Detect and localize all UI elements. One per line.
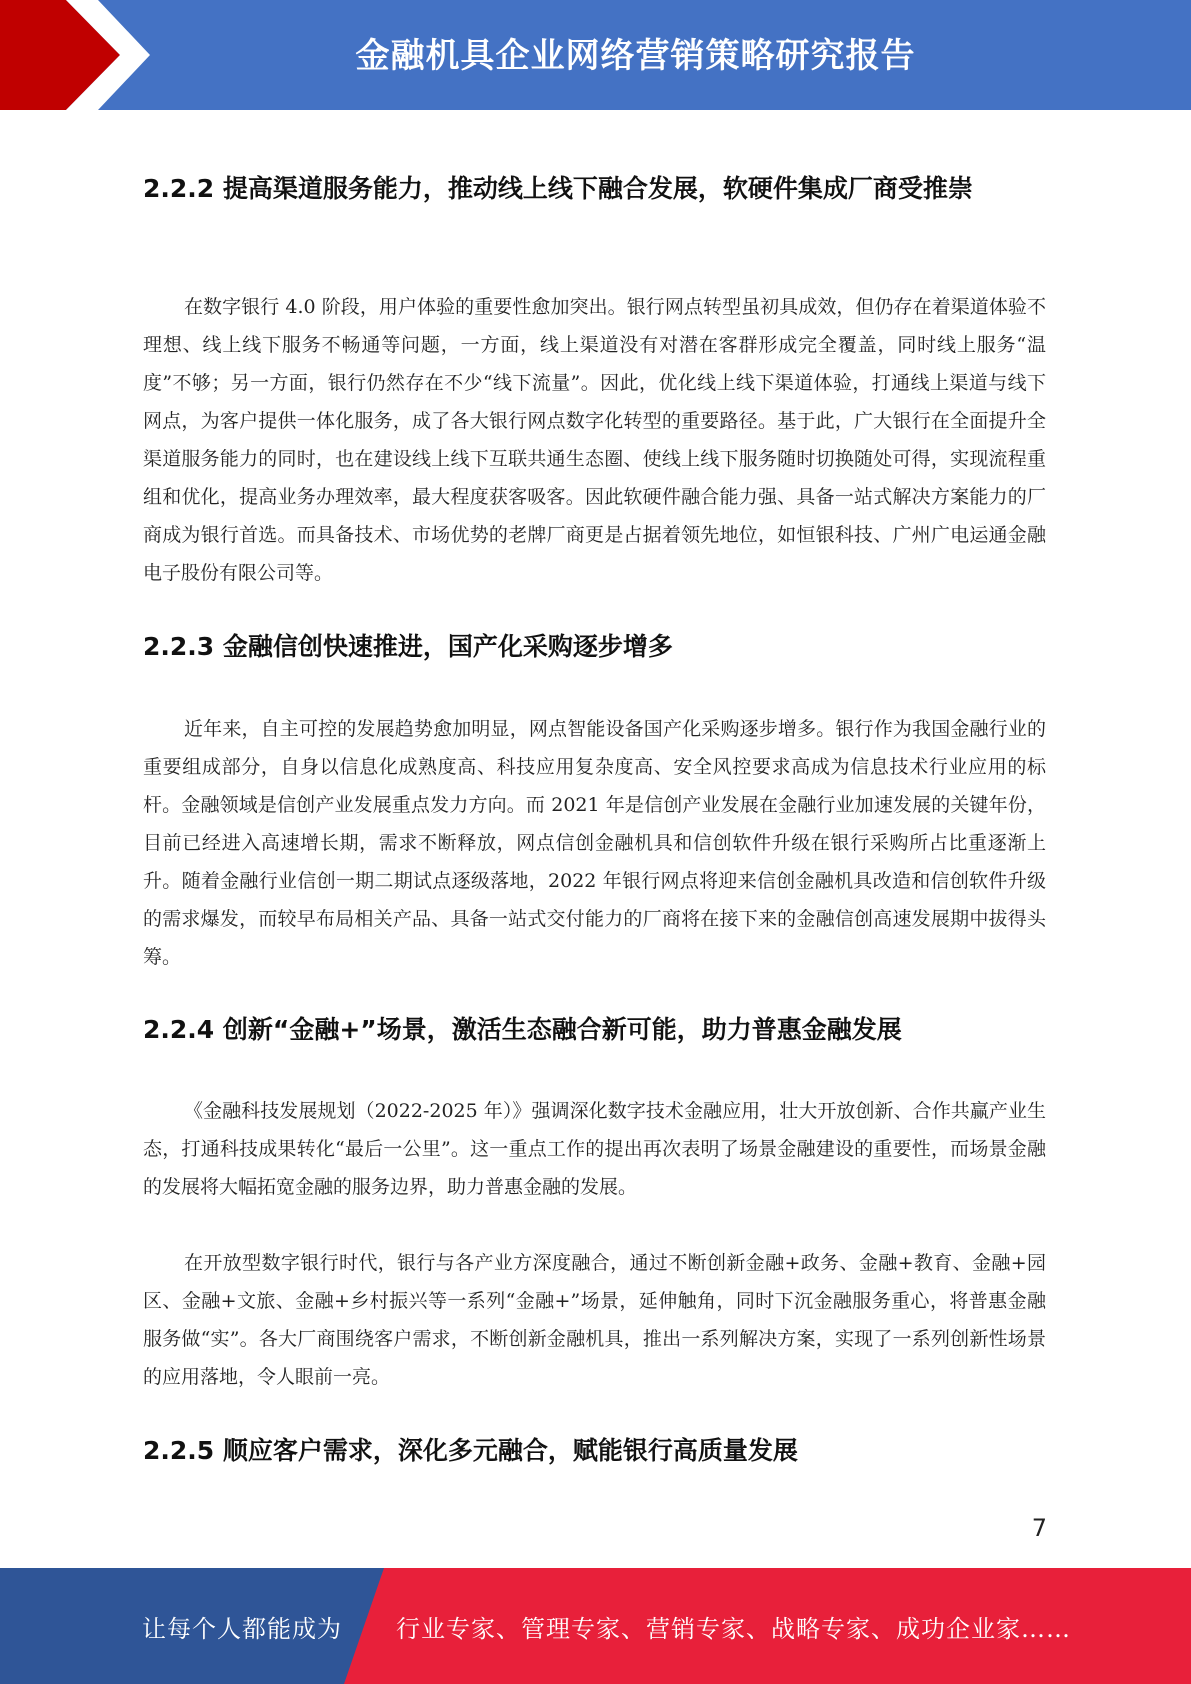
section-heading-2-2-3: 2.2.3 金融信创快速推进，国产化采购逐步增多 xyxy=(143,632,673,661)
section-heading-2-2-2: 2.2.2 提高渠道服务能力，推动线上线下融合发展，软硬件集成厂商受推崇 xyxy=(143,174,973,203)
footer-slogan-left: 让每个人都能成为 xyxy=(142,1614,342,1643)
page-header xyxy=(0,0,1191,110)
section-2-2-3-paragraph-1: 近年来，自主可控的发展趋势愈加明显，网点智能设备国产化采购逐步增多。银行作为我国金融行业的重要组成部分，自身以信息化成熟度高、科技应用复杂度高、安全风控要求高成为信息技术行业应用的标杆。金融领域是信创产业发展重点发力方向。而 2021 年是信创产业发展在金融行业加速发展的关键年份，目前已经进入高速增长期，需求不断释放，网点信创金融机具和信创软件升级在银行采购所占比重逐渐上升。随着金融行业信创一期二期试点逐级落地，2022 年银行网点将迎来信创金融机具改造和信创软件升级的需求爆发，而较早布局相关产品、具备一站式交付能力的厂商将在接下来的金融信创高速发展期中拔得头筹。 xyxy=(143,718,1046,968)
section-2-2-2-paragraph-1: 在数字银行 4.0 阶段，用户体验的重要性愈加突出。银行网点转型虽初具成效，但仍存在着渠道体验不理想、线上线下服务不畅通等问题，一方面，线上渠道没有对潜在客群形成完全覆盖，同时线上服务“温度”不够；另一方面，银行仍然存在不少“线下流量”。因此，优化线上线下渠道体验，打通线上渠道与线下网点，为客户提供一体化服务，成了各大银行网点数字化转型的重要路径。基于此，广大银行在全面提升全渠道服务能力的同时，也在建设线上线下互联共通生态圈、使线上线下服务随时切换随处可得，实现流程重组和优化，提高业务办理效率，最大程度获客吸客。因此软硬件融合能力强、具备一站式解决方案能力的厂商成为银行首选。而具备技术、市场优势的老牌厂商更是占据着领先地位，如恒银科技、广州广电运通金融电子股份有限公司等。 xyxy=(143,296,1046,584)
section-heading-2-2-4: 2.2.4 创新“金融+”场景，激活生态融合新可能，助力普惠金融发展 xyxy=(143,1015,902,1044)
section-heading-2-2-5: 2.2.5 顺应客户需求，深化多元融合，赋能银行高质量发展 xyxy=(143,1436,798,1465)
section-2-2-4-paragraph-1: 《金融科技发展规划（2022-2025 年）》强调深化数字技术金融应用，壮大开放创新、合作共赢产业生态，打通科技成果转化“最后一公里”。这一重点工作的提出再次表明了场景金融建设的重要性，而场景金融的发展将大幅拓宽金融的服务边界，助力普惠金融的发展。 xyxy=(143,1100,1046,1198)
page-footer xyxy=(0,1568,1191,1684)
footer-slogan-right: 行业专家、管理专家、营销专家、战略专家、成功企业家…… xyxy=(396,1614,1071,1643)
header-arrow-decoration xyxy=(0,0,200,110)
section-2-2-4-paragraph-2: 在开放型数字银行时代，银行与各产业方深度融合，通过不断创新金融+政务、金融+教育、金融+园区、金融+文旅、金融+乡村振兴等一系列“金融+”场景，延伸触角，同时下沉金融服务重心，将普惠金融服务做“实”。各大厂商围绕客户需求，不断创新金融机具，推出一系列解决方案，实现了一系列创新性场景的应用落地，令人眼前一亮。 xyxy=(143,1252,1046,1388)
page-number: 7 xyxy=(1031,1514,1047,1542)
report-title: 金融机具企业网络营销策略研究报告 xyxy=(355,36,916,76)
